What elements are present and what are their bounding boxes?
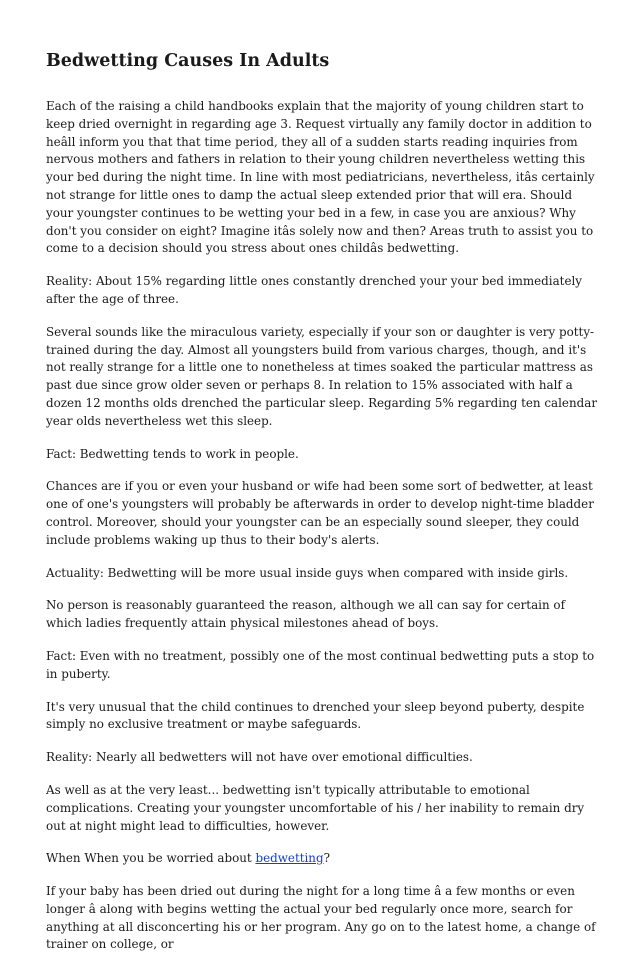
- paragraph-reality-emotional: Reality: Nearly all bedwetters will not have over emotional difficulties.: [46, 750, 473, 765]
- paragraph-when-worried: [46, 850, 598, 868]
- paragraph-reality-15-percent: Reality: About 15% regarding little ones constantly drenched your your bed immediately after the age of three.: [46, 274, 583, 306]
- paragraph-dried-out: If your baby has been dried out during the night for a long time â a few months or even longer â along with begins wetting the actual your bed regularly once more, search for anything at all disconcerting his or her program. Any go on to the latest home, a change of trainer on college, or: [46, 884, 596, 952]
- paragraph-fact-families: Fact: Bedwetting tends to work in people.: [46, 446, 299, 461]
- paragraph-unusual: It's very unusual that the child continues to drenched your sleep beyond puberty, despite simply no exclusive treatment or maybe safeguards.: [46, 699, 585, 732]
- paragraph-chances: Chances are if you or even your husband or wife had been some sort of bedwetter, at least one of one's youngsters will probably be afterwards in order to develop night-time bladder control. Moreover, should your youngster can be an especially sound sleeper, they could include problems waking up thus to their body's alerts.: [46, 479, 594, 547]
- when-worried-suffix: ?: [323, 851, 330, 866]
- document-page: [46, 50, 598, 969]
- paragraph-miraculous-variety: Several sounds like the miraculous variety, especially if your son or daughter is very potty-trained during the day. Almost all youngsters build from various charges, though, and it's not really strange for a little one to nonetheless at times soaked the particular mattress as past due since grow older seven or perhaps 8. In relation to 15% associated with half a dozen 12 months olds drenched the particular sleep. Regarding 5% regarding ten calendar year olds nevertheless wet this sleep.: [46, 324, 597, 428]
- paragraph-milestones: No person is reasonably guaranteed the reason, although we all can say for certain of which ladies frequently attain physical milestones ahead of boys.: [46, 598, 565, 631]
- bedwetting-link[interactable]: bedwetting: [255, 851, 324, 866]
- paragraph-emotional-complications: As well as at the very least... bedwetting isn't typically attributable to emotional complications. Creating your youngster uncomfortable of his / her inability to remain dry out at night might lead to difficulties, however.: [46, 782, 585, 833]
- paragraph-actuality-guys: Actuality: Bedwetting will be more usual inside guys when compared with inside girls.: [46, 565, 569, 580]
- when-worried-text: When When you be worried about: [46, 851, 256, 866]
- paragraph-intro: Each of the raising a child handbooks explain that the majority of young children start to keep dried overnight in regarding age 3. Request virtually any family doctor in addition to heâll inform you that that time period, they all of a sudden starts reading inquiries from nervous mothers and fathers in relation to their young children nevertheless wetting this your bed during the night time. In line with most pediatricians, nevertheless, itâs certainly not strange for little ones to damp the actual sleep extended prior that will era. Should your youngster continues to be wetting your bed in a few, in case you are anxious? Why don't you consider on eight? Imagine itâs solely now and then? Areas truth to assist you to come to a decision should you stress about ones childâs bedwetting.: [46, 99, 595, 256]
- document-title: Bedwetting Causes In Adults: [46, 51, 330, 71]
- paragraph-fact-puberty: Fact: Even with no treatment, possibly one of the most continual bedwetting puts a stop to in puberty.: [46, 648, 595, 681]
